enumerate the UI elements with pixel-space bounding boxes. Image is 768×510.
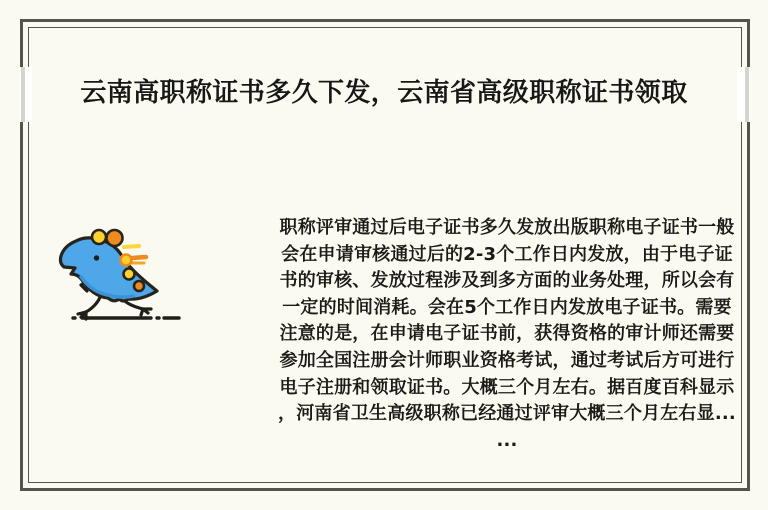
border-notch-bar-left <box>21 67 25 122</box>
article-text-line: ，河南省卫生高级职称已经通过评审大概三个月左右显... <box>278 403 736 425</box>
running-dinosaur-icon <box>57 217 189 327</box>
dino-eye <box>94 255 99 260</box>
dino-body <box>60 238 157 301</box>
back-ball-orange <box>134 281 144 291</box>
article-text-line: 注意的是，在申请电子证书前，获得资格的审计师还需要 <box>279 323 735 345</box>
article-text-line: 电子注册和领取证书。大概三个月左右。据百度百科显示 <box>279 376 735 398</box>
article-text-line: ... <box>496 429 518 451</box>
article-body-text <box>267 215 747 454</box>
orange-ball <box>107 230 123 246</box>
border-notch-bar-right <box>745 67 749 122</box>
article-text-line: 参加全国注册会计师职业资格考试，通过考试后方可进行 <box>279 349 735 371</box>
article-text-line: 书的审核、发放过程涉及到多方面的业务处理，所以会有 <box>279 270 735 292</box>
article-text-line: 职称评审通过后电子证书多久发放出版职称电子证书一般 <box>279 217 735 238</box>
article-text-line: 一定的时间消耗。会在5个工作日内发放电子证书。需要 <box>282 296 732 318</box>
article-title: 云南高职称证书多久下发，云南省高级职称证书领取 <box>80 78 688 108</box>
back-ball-yellow <box>124 269 135 280</box>
fireball <box>121 255 132 266</box>
article-text-line: 会在申请审核通过后的2-3个工作日内发放，由于电子证 <box>281 243 733 265</box>
yellow-ball <box>92 230 106 244</box>
